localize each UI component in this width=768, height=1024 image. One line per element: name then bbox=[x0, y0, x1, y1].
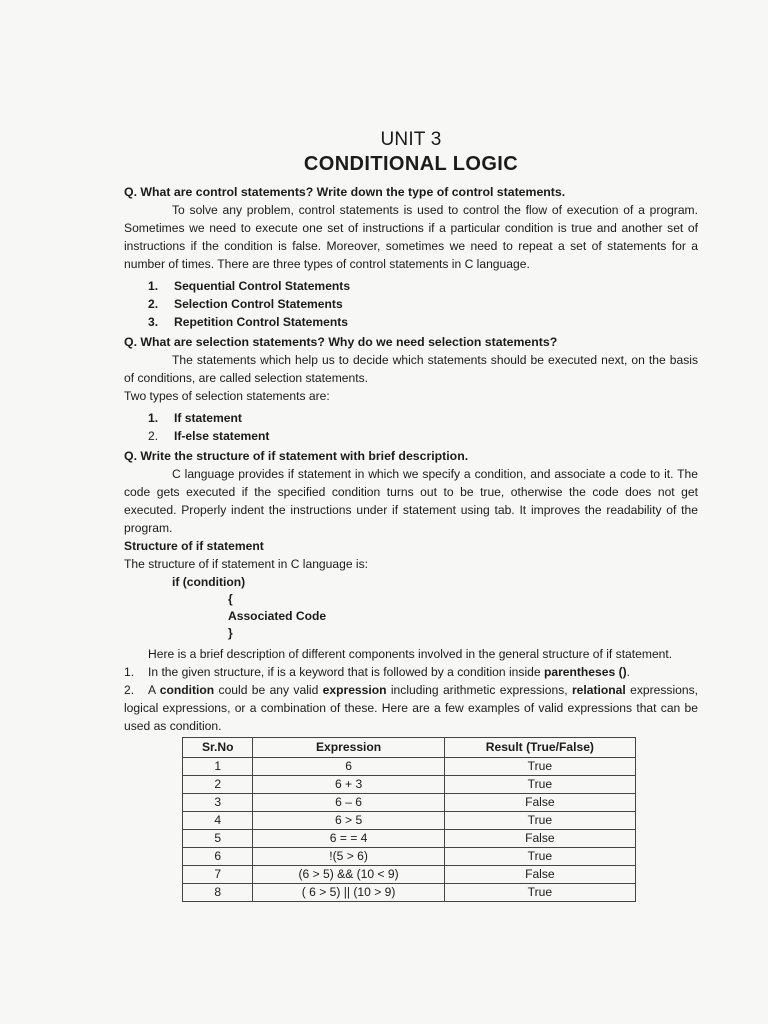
list-item: 2. Selection Control Statements bbox=[148, 297, 343, 311]
structure-heading: Structure of if statement bbox=[124, 539, 264, 553]
list-item: 3. Repetition Control Statements bbox=[148, 315, 349, 329]
column-header: Sr.No bbox=[183, 738, 253, 758]
table-cell: 6 + 3 bbox=[253, 776, 444, 794]
list-item: 1. If statement bbox=[148, 411, 242, 425]
table-cell: 1 bbox=[183, 758, 253, 776]
code-line: } bbox=[228, 626, 233, 640]
table-cell: False bbox=[444, 830, 635, 848]
table-row bbox=[183, 794, 636, 812]
list-item: 1. Sequential Control Statements bbox=[148, 279, 351, 293]
structure-intro: The structure of if statement in C language is: bbox=[124, 557, 369, 571]
table-cell: 4 bbox=[183, 812, 253, 830]
table-cell: False bbox=[444, 794, 635, 812]
question-3: Q. Write the structure of if statement with brief description. bbox=[124, 449, 469, 463]
list-item: 2. If-else statement bbox=[148, 429, 270, 443]
question-1: Q. What are control statements? Write down the type of control statements. bbox=[124, 185, 566, 199]
table-cell: True bbox=[444, 884, 635, 902]
point-1: 1. In the given structure, if is a keyword that is followed by a condition inside parentheses (). bbox=[124, 665, 630, 679]
table-cell: !(5 > 6) bbox=[253, 848, 444, 866]
table-cell: True bbox=[444, 812, 635, 830]
table-cell: ( 6 > 5) || (10 > 9) bbox=[253, 884, 444, 902]
selection-intro: Two types of selection statements are: bbox=[124, 389, 330, 403]
table-cell: 2 bbox=[183, 776, 253, 794]
table-row bbox=[183, 884, 636, 902]
column-header: Expression bbox=[253, 738, 444, 758]
code-line: Associated Code bbox=[228, 609, 327, 623]
table-header-row bbox=[183, 738, 636, 758]
table-cell: 6 = = 4 bbox=[253, 830, 444, 848]
table-cell: 3 bbox=[183, 794, 253, 812]
table-cell: 7 bbox=[183, 866, 253, 884]
table-cell: True bbox=[444, 776, 635, 794]
table-row bbox=[183, 812, 636, 830]
chapter-title: CONDITIONAL LOGIC bbox=[303, 153, 519, 175]
question-2: Q. What are selection statements? Why do we need selection statements? bbox=[124, 335, 558, 349]
table-cell: True bbox=[444, 758, 635, 776]
table-cell: True bbox=[444, 848, 635, 866]
table-row bbox=[183, 758, 636, 776]
table-cell: 5 bbox=[183, 830, 253, 848]
table-row bbox=[183, 848, 636, 866]
expression-table bbox=[182, 737, 636, 902]
table-cell: False bbox=[444, 866, 635, 884]
question-2-answer: The statements which help us to decide which statements should be executed next, on the basis of conditions, are called selection statements. bbox=[124, 353, 698, 385]
title-block bbox=[124, 128, 698, 177]
question-1-answer: To solve any problem, control statements is used to control the flow of execution of a program. Sometimes we need to execute one set of instructions if a particular condition is true and another set of instructions if the condition is false. Moreover, sometimes we need to repeat a set of statements for a number of times. There are three types of control statements in C language. bbox=[124, 203, 698, 271]
table-row bbox=[183, 830, 636, 848]
table-row bbox=[183, 866, 636, 884]
table-cell: 6 bbox=[183, 848, 253, 866]
table-row bbox=[183, 776, 636, 794]
column-header: Result (True/False) bbox=[444, 738, 635, 758]
document-page bbox=[124, 128, 698, 902]
code-line: if (condition) bbox=[172, 575, 246, 589]
table-cell: 8 bbox=[183, 884, 253, 902]
unit-title: UNIT 3 bbox=[380, 129, 442, 150]
table-cell: 6 bbox=[253, 758, 444, 776]
code-line: { bbox=[228, 592, 233, 606]
table-cell: 6 – 6 bbox=[253, 794, 444, 812]
control-statements-list bbox=[124, 277, 698, 331]
selection-statements-list bbox=[124, 409, 698, 445]
point-2: 2. A condition could be any valid expression including arithmetic expressions, relational expressions, logical expressions, or a combination of these. Here are a few examples of valid expressions that can be used as condition. bbox=[124, 683, 698, 733]
table-cell: 6 > 5 bbox=[253, 812, 444, 830]
table-cell: (6 > 5) && (10 < 9) bbox=[253, 866, 444, 884]
code-block bbox=[124, 574, 698, 642]
description-intro: Here is a brief description of different components involved in the general structure of if statement. bbox=[148, 647, 673, 661]
question-3-answer: C language provides if statement in which we specify a condition, and associate a code to it. The code gets executed if the specified condition turns out to be true, otherwise the code does not get executed. Properly indent the instructions under if statement using tab. It improves the readability of the program. bbox=[124, 467, 698, 535]
